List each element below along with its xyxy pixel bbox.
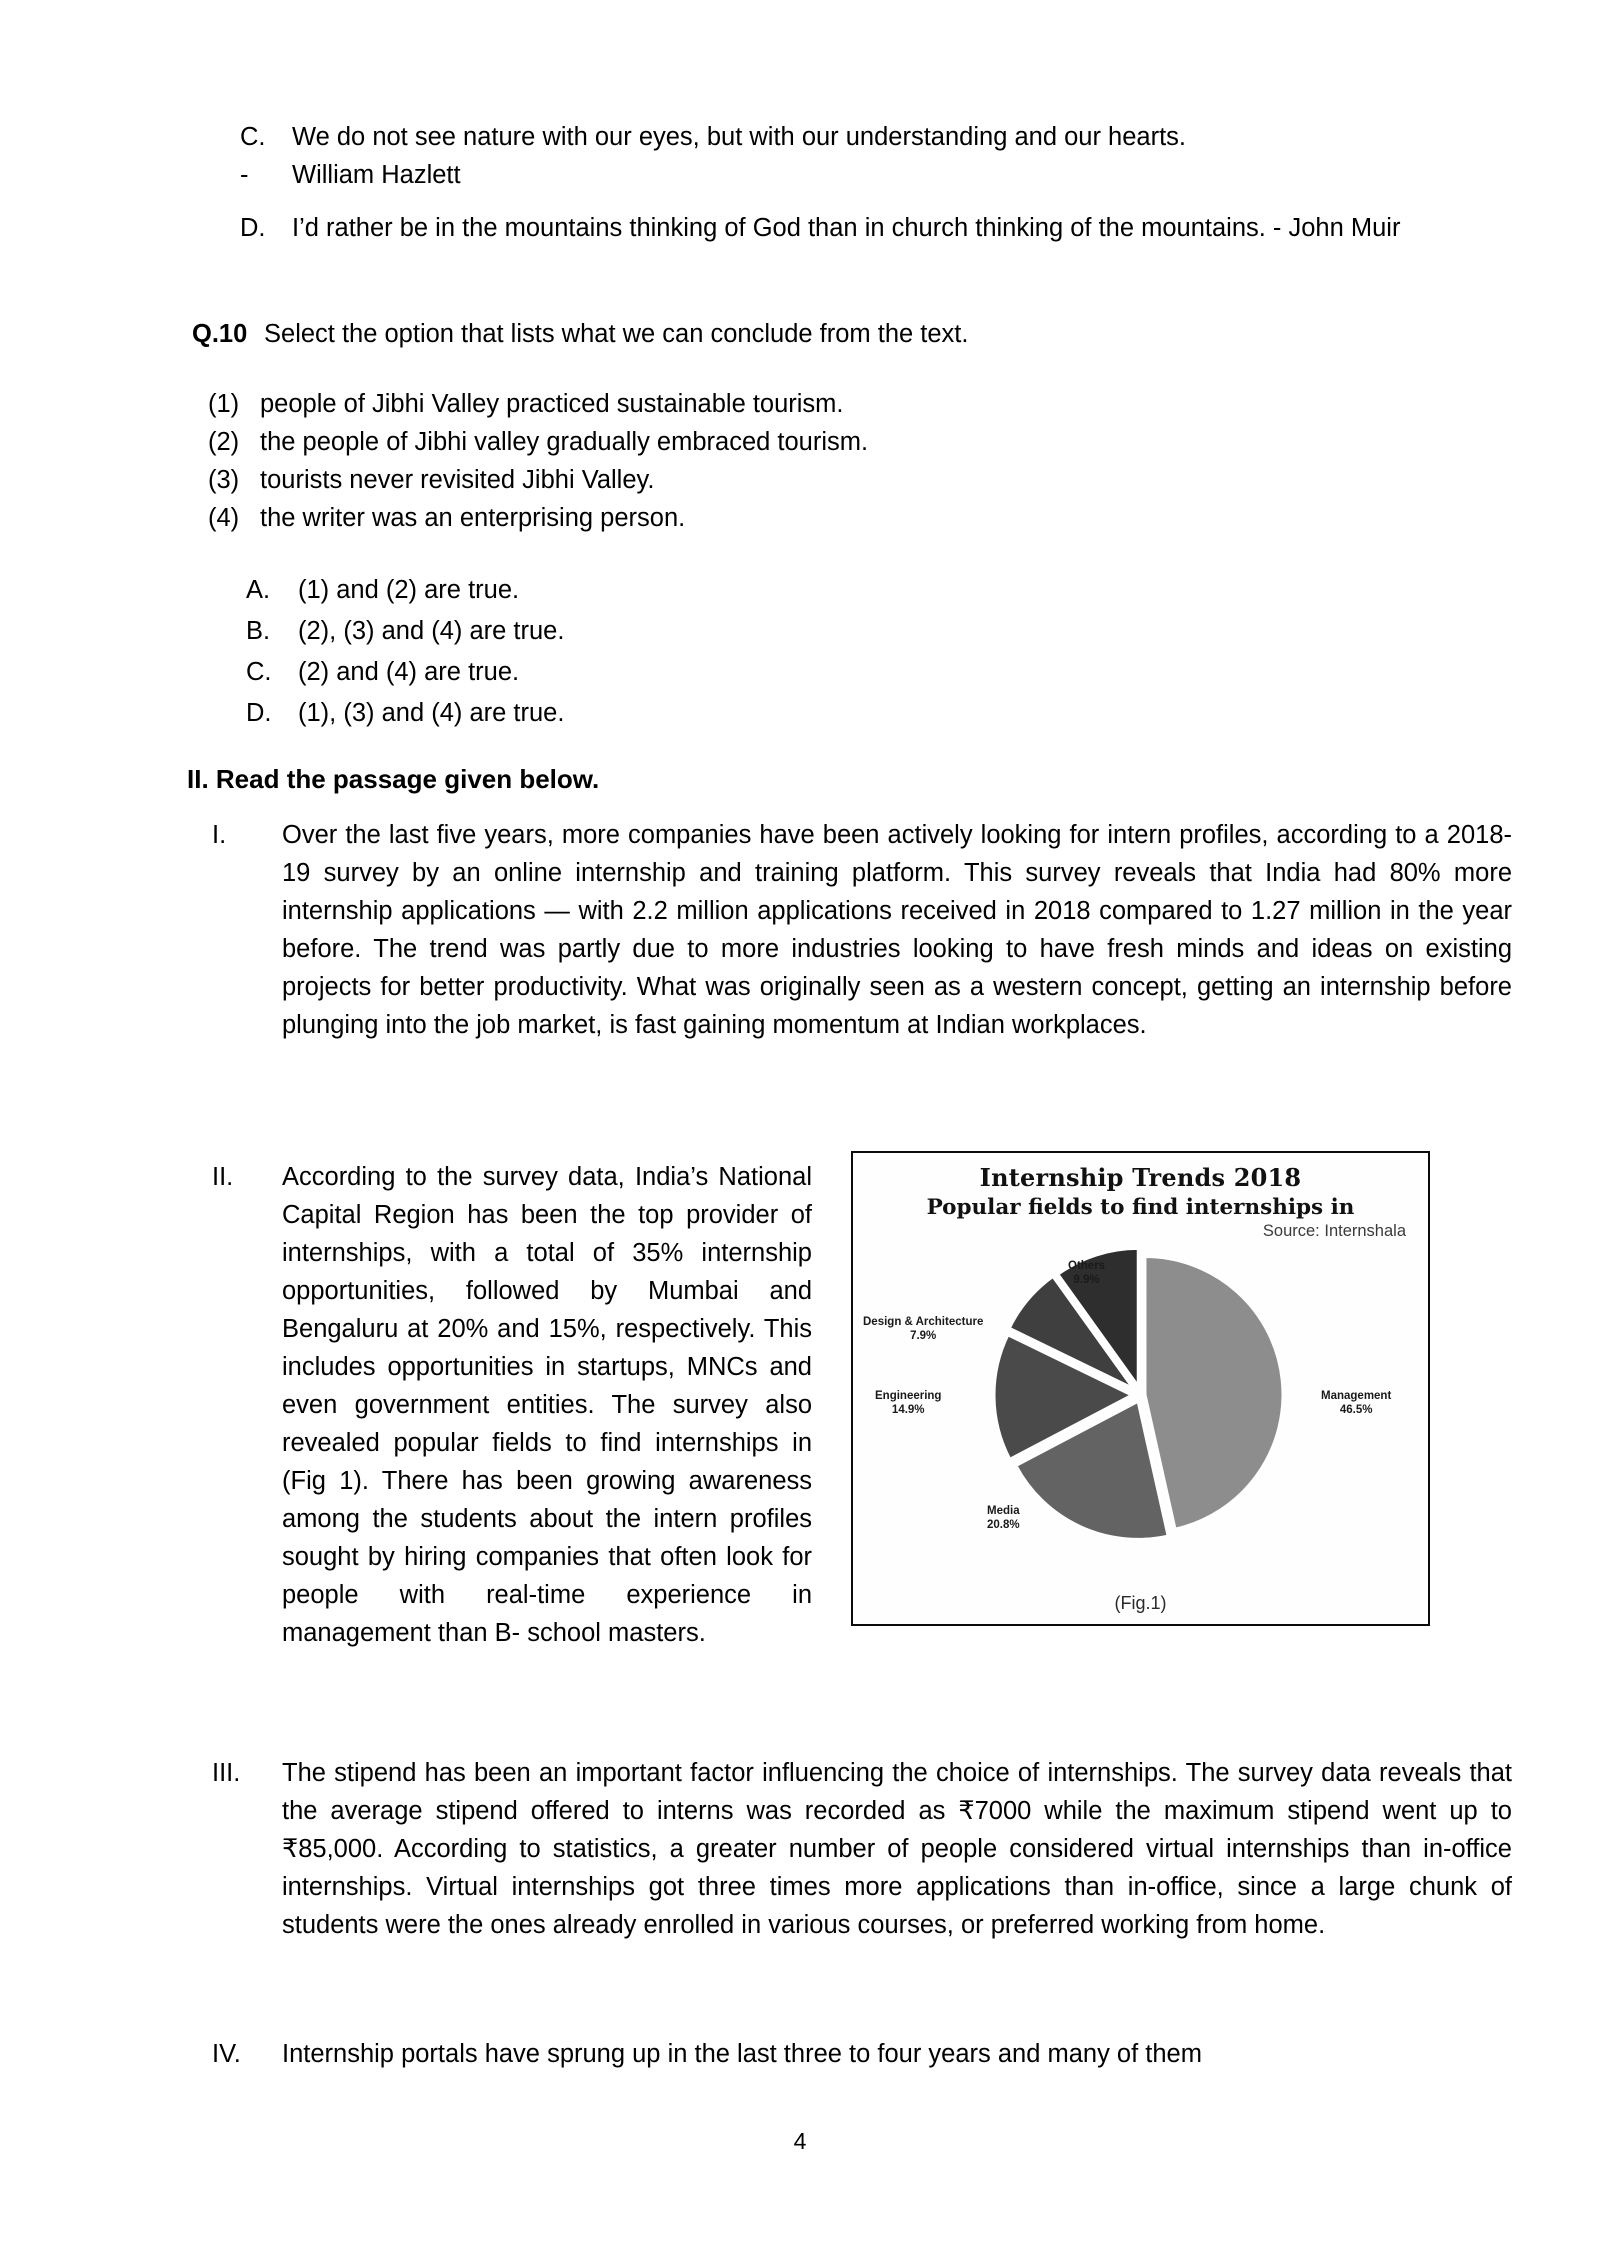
question-10-heading bbox=[192, 315, 1512, 353]
statement-4-marker: (4) bbox=[208, 504, 240, 532]
answer-option-d-text: (1), (3) and (4) are true. bbox=[298, 699, 565, 727]
pie-chart bbox=[981, 1245, 1301, 1545]
statement-2 bbox=[208, 423, 1508, 461]
answer-option-d-marker: D. bbox=[246, 699, 272, 727]
statement-4 bbox=[208, 499, 1508, 537]
internship-trends-figure bbox=[851, 1151, 1430, 1626]
pie-label-media-name: Media bbox=[987, 1505, 1020, 1517]
pie-label-management bbox=[1321, 1389, 1391, 1417]
passage-paragraph-3-text: The stipend has been an important factor influencing the choice of internships. The survey data reveals that the average stipend offered to interns was recorded as ₹7000 while the maximum stipend went up to ₹85,000. According to statistics, a greater number of people considered virtual internships than in-office internships. Virtual internships got three times more applications than in-office, since a large chunk of students were the ones already enrolled in various courses, or preferred working from home. bbox=[282, 1759, 1512, 1939]
answer-option-c[interactable] bbox=[246, 653, 1506, 691]
answer-option-d[interactable] bbox=[246, 694, 1506, 732]
statement-4-text: the writer was an enterprising person. bbox=[260, 504, 686, 532]
statement-1-text: people of Jibhi Valley practiced sustainable tourism. bbox=[260, 390, 844, 418]
statement-3-marker: (3) bbox=[208, 466, 240, 494]
passage-paragraph-2-text: According to the survey data, India’s National Capital Region has been the top provider of internships, with a total of 35% internship opportunities, followed by Mumbai and Bengaluru at 20% and 15%, respectively. This includes opportunities in startups, MNCs and even government entities. The survey also revealed popular fields to find internships in (Fig 1). There has been growing awareness among the students about the intern profiles sought by hiring companies that often look for people with real-time experience in management than B- school masters. bbox=[282, 1163, 812, 1647]
pie-label-media bbox=[987, 1504, 1020, 1532]
option-d-marker: D. bbox=[240, 214, 266, 242]
statement-3-text: tourists never revisited Jibhi Valley. bbox=[260, 466, 655, 494]
pie-label-others-name: Others bbox=[1068, 1260, 1106, 1272]
statement-3 bbox=[208, 461, 1508, 499]
answer-option-b-text: (2), (3) and (4) are true. bbox=[298, 617, 565, 645]
passage-paragraph-1 bbox=[212, 816, 1512, 1044]
pie-label-design-architecture bbox=[863, 1315, 983, 1343]
pie-slice-management bbox=[1144, 1257, 1282, 1530]
passage-paragraph-4-numeral: IV. bbox=[212, 2040, 241, 2068]
pie-label-engineering-name: Engineering bbox=[875, 1390, 942, 1402]
pie-label-design-architecture-name: Design & Architecture bbox=[863, 1316, 984, 1328]
statement-2-marker: (2) bbox=[208, 428, 240, 456]
answer-option-a-text: (1) and (2) are true. bbox=[298, 576, 520, 604]
question-10-prompt: Select the option that lists what we can conclude from the text. bbox=[264, 320, 969, 348]
question-10-number: Q.10 bbox=[192, 320, 248, 348]
pie-label-management-value: 46.5% bbox=[1339, 1404, 1373, 1416]
pie-label-design-architecture-value: 7.9% bbox=[910, 1330, 937, 1342]
option-c-marker: C. bbox=[240, 123, 266, 151]
passage-paragraph-2 bbox=[212, 1158, 812, 1652]
chart-source: Source: Internshala bbox=[1262, 1222, 1406, 1240]
pie-label-others bbox=[1068, 1259, 1105, 1287]
attribution-hazlett-text: William Hazlett bbox=[292, 161, 461, 189]
passage-paragraph-3 bbox=[212, 1754, 1512, 1944]
attribution-hazlett-row bbox=[240, 156, 1510, 194]
pie-label-management-name: Management bbox=[1321, 1390, 1392, 1402]
answer-option-a[interactable] bbox=[246, 571, 1506, 609]
passage-paragraph-4-text: Internship portals have sprung up in the last three to four years and many of them bbox=[282, 2040, 1202, 2068]
attribution-dash-marker: - bbox=[240, 161, 249, 189]
option-c-text: We do not see nature with our eyes, but with our understanding and our hearts. bbox=[292, 123, 1186, 151]
passage-paragraph-3-numeral: III. bbox=[212, 1759, 241, 1787]
answer-option-a-marker: A. bbox=[246, 576, 271, 604]
chart-subtitle: Popular fields to find internships in bbox=[926, 1195, 1355, 1220]
answer-option-b[interactable] bbox=[246, 612, 1506, 650]
option-d-row bbox=[240, 209, 1510, 247]
pie-chart-area bbox=[853, 1241, 1428, 1581]
answer-option-c-marker: C. bbox=[246, 658, 272, 686]
pie-label-engineering-value: 14.9% bbox=[891, 1404, 925, 1416]
pie-label-others-value: 9.9% bbox=[1073, 1274, 1100, 1286]
statement-2-text: the people of Jibhi valley gradually embraced tourism. bbox=[260, 428, 869, 456]
section-2-heading: II. Read the passage given below. bbox=[187, 764, 600, 794]
chart-title: Internship Trends 2018 bbox=[979, 1163, 1302, 1192]
passage-paragraph-4 bbox=[212, 2035, 1512, 2073]
answer-option-b-marker: B. bbox=[246, 617, 271, 645]
passage-paragraph-1-text: Over the last five years, more companies have been actively looking for intern profiles, according to a 2018-19 survey by an online internship and training platform. This survey reveals that India had 80% more internship applications — with 2.2 million applications received in 2018 compared to 1.27 million in the year before. The trend was partly due to more industries looking to have fresh minds and ideas on existing projects for better productivity. What was originally seen as a western concept, getting an internship before plunging into the job market, is fast gaining momentum at Indian workplaces. bbox=[282, 821, 1512, 1039]
statement-1-marker: (1) bbox=[208, 390, 240, 418]
option-d-text: I’d rather be in the mountains thinking of God than in church thinking of the mountains. - John Muir bbox=[292, 214, 1401, 242]
passage-paragraph-2-numeral: II. bbox=[212, 1163, 234, 1191]
pie-label-media-value: 20.8% bbox=[987, 1519, 1020, 1531]
pie-label-engineering bbox=[875, 1389, 941, 1417]
figure-caption: (Fig.1) bbox=[1114, 1593, 1167, 1613]
page-number: 4 bbox=[793, 2128, 807, 2154]
answer-option-c-text: (2) and (4) are true. bbox=[298, 658, 520, 686]
option-c-row bbox=[240, 118, 1510, 156]
statement-1 bbox=[208, 385, 1508, 423]
passage-paragraph-1-numeral: I. bbox=[212, 821, 227, 849]
